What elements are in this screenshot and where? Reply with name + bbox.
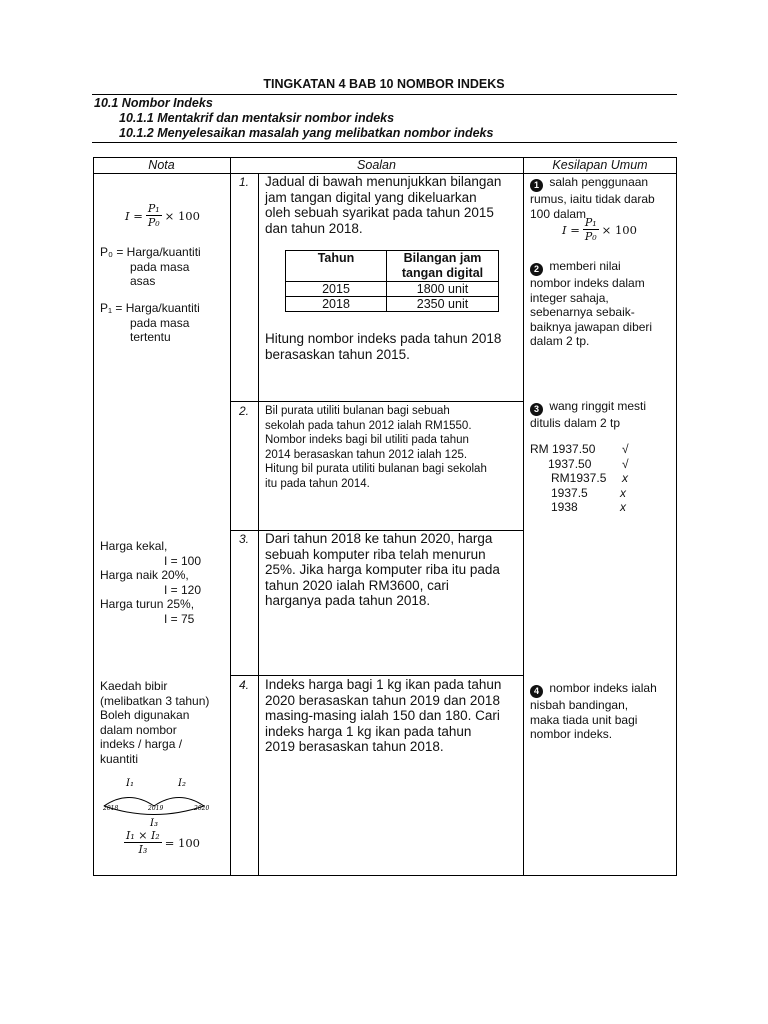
error-line: nombor indeks dalam: [530, 276, 645, 290]
harga-line: I = 100: [164, 553, 202, 568]
section-heading: 10.1 Nombor Indeks: [94, 96, 213, 110]
question-line: 2014 berasaskan tahun 2012 ialah 125.: [265, 448, 468, 461]
subsection-heading: 10.1.1 Mentakrif dan mentaksir nombor indeks: [119, 111, 395, 125]
error-line: memberi nilai: [549, 259, 621, 273]
harga-line: I = 120: [164, 582, 202, 597]
ringgit-example: 1938: [551, 500, 578, 514]
question-line: Hitung bil purata utiliti bulanan bagi sekolah: [265, 463, 487, 475]
question-line: jam tangan digital yang dikeluarkan: [265, 189, 477, 205]
harga-line: I = 75: [164, 611, 195, 626]
error-line: integer sahaja,: [530, 290, 609, 305]
cross-icon: x: [620, 485, 626, 500]
formula-tail: × 100: [601, 222, 637, 237]
question-line: Dari tahun 2018 ke tahun 2020, harga: [265, 531, 493, 546]
price-index-notes: [100, 539, 201, 626]
question-1-text: [265, 174, 501, 236]
question-line: Hitung nombor indeks pada tahun 2018: [265, 331, 502, 346]
table-cell: 2018: [286, 297, 387, 312]
diagram-year-1: 2018: [103, 805, 119, 812]
diagram-label-i3: I₃: [150, 818, 158, 827]
question-line: sekolah pada tahun 2012 ialah RM1550.: [265, 419, 472, 432]
error-line: nombor indeks.: [530, 727, 613, 741]
error-line: 100 dalam: [530, 206, 587, 221]
page-title: TINGKATAN 4 BAB 10 NOMBOR INDEKS: [263, 77, 505, 91]
question-number: 1.: [238, 175, 249, 189]
question-line: dan tahun 2018.: [265, 220, 363, 236]
number-badge: 1: [530, 179, 543, 192]
p0-definition: [100, 245, 201, 289]
p1-line: pada masa: [130, 315, 190, 330]
error-line: nombor indeks ialah: [549, 681, 657, 695]
p1-line: tertentu: [130, 330, 171, 344]
harga-line: Harga kekal,: [100, 539, 168, 553]
diagram-year-3: 2020: [194, 805, 210, 812]
ringgit-examples: [530, 442, 660, 522]
kaedah-line: (melibatkan 3 tahun): [100, 693, 210, 708]
harga-line: Harga naik 20%,: [100, 568, 189, 582]
lip-denominator: I₃: [138, 843, 148, 856]
check-icon: √: [622, 456, 629, 471]
index-formula: [125, 202, 200, 229]
question-line: Bil purata utiliti bulanan bagi sebuah: [265, 405, 450, 417]
question-number: 3.: [238, 532, 249, 546]
table-header: Bilangan jam tangan digital: [387, 251, 499, 282]
error-1-formula: [562, 216, 637, 243]
error-line: wang ringgit mesti: [549, 399, 647, 413]
p1-definition: [100, 301, 200, 345]
table-cell: 2350 unit: [387, 297, 499, 312]
cross-icon: x: [620, 500, 626, 514]
title-rule: [92, 94, 677, 95]
question-line: oleh sebuah syarikat pada tahun 2015: [265, 205, 494, 220]
lip-method-notes: [100, 679, 209, 766]
harga-line: Harga turun 25%,: [100, 597, 195, 611]
check-icon: √: [622, 442, 629, 456]
ringgit-example: 1937.5: [551, 485, 588, 500]
formula-denominator: P₀: [584, 230, 597, 243]
ringgit-example: RM1937.5: [551, 471, 607, 485]
common-error-1: [530, 175, 655, 221]
section-rule: [92, 142, 677, 143]
common-error-2: [530, 259, 652, 349]
formula-numerator: P₁: [584, 216, 597, 229]
kaedah-line: indeks / harga /: [100, 737, 183, 751]
formula-fraction: [583, 216, 599, 243]
diagram-year-2: 2019: [148, 805, 164, 812]
formula-numerator: P₁: [147, 202, 160, 215]
watch-data-table: [285, 250, 499, 312]
question-line: masing-masing ialah 150 dan 180. Cari: [265, 708, 500, 723]
kaedah-line: dalam nombor: [100, 722, 177, 737]
table-header-row: [286, 251, 499, 282]
question-line: Nombor indeks bagi bil utiliti pada tahun: [265, 434, 469, 446]
common-error-4: [530, 681, 657, 742]
lip-numerator: I₁ × I₂: [126, 829, 160, 842]
question-2-text: [265, 404, 487, 491]
question-line: 25%. Jika harga komputer riba itu pada: [265, 562, 500, 577]
question-line: Jadual di bawah menunjukkan bilangan: [265, 174, 502, 189]
error-line: rumus, iaitu tidak darab: [530, 192, 655, 206]
error-line: baiknya jawapan diberi: [530, 319, 653, 334]
question-3-text: [265, 531, 500, 609]
row-divider: [230, 401, 523, 402]
table-cell: 1800 unit: [387, 282, 499, 297]
question-line: itu pada tahun 2014.: [265, 477, 370, 490]
header-kesilapan: Kesilapan Umum: [552, 158, 648, 172]
p1-line: P₁ = Harga/kuantiti: [100, 301, 200, 315]
error-line: ditulis dalam 2 tp: [530, 416, 621, 430]
column-divider: [523, 157, 524, 876]
table-row: [286, 297, 499, 312]
question-line: 2020 berasaskan tahun 2019 dan 2018: [265, 692, 500, 708]
question-4-text: [265, 677, 501, 755]
question-line: 2019 berasaskan tahun 2018.: [265, 739, 444, 754]
question-line: sebuah komputer riba telah menurun: [265, 546, 486, 562]
error-line: maka tiada unit bagi: [530, 712, 638, 727]
error-line: salah penggunaan: [549, 175, 649, 189]
question-line: indeks harga 1 kg ikan pada tahun: [265, 723, 472, 739]
error-line: nisbah bandingan,: [530, 698, 629, 712]
formula-lhs: I =: [562, 222, 580, 237]
ringgit-example: RM 1937.50: [530, 442, 596, 456]
number-divider: [258, 173, 259, 876]
lip-formula: [124, 829, 200, 856]
question-line: tahun 2020 ialah RM3600, cari: [265, 577, 449, 593]
subsection-heading: 10.1.2 Menyelesaikan masalah yang melibatkan nombor indeks: [119, 126, 494, 140]
lip-tail: = 100: [164, 835, 200, 850]
question-line: Indeks harga bagi 1 kg ikan pada tahun: [265, 677, 502, 692]
row-divider: [230, 675, 523, 676]
p0-line: pada masa: [130, 259, 190, 274]
header-soalan: Soalan: [357, 158, 396, 172]
column-divider: [230, 157, 231, 876]
number-badge: 2: [530, 263, 543, 276]
kaedah-line: Kaedah bibir: [100, 679, 168, 693]
error-line: sebenarnya sebaik-: [530, 305, 635, 319]
question-line: harganya pada tahun 2018.: [265, 593, 431, 608]
question-number: 2.: [238, 404, 249, 418]
question-line: berasaskan tahun 2015.: [265, 346, 410, 362]
common-error-3: [530, 399, 646, 431]
lip-method-diagram: [100, 775, 212, 827]
p0-line: P₀ = Harga/kuantiti: [100, 245, 201, 259]
ringgit-example: 1937.50: [548, 456, 592, 471]
formula-fraction: [146, 202, 162, 229]
table-header: Tahun: [286, 251, 387, 282]
question-number: 4.: [238, 678, 249, 692]
p0-line: asas: [130, 274, 156, 288]
diagram-label-i1: I₁: [126, 778, 134, 789]
lip-fraction: [124, 829, 162, 856]
kaedah-line: kuantiti: [100, 751, 139, 766]
formula-tail: × 100: [164, 208, 200, 223]
diagram-label-i2: I₂: [178, 778, 186, 789]
formula-lhs: I =: [125, 208, 143, 223]
cross-icon: x: [622, 471, 628, 485]
formula-denominator: P₀: [147, 216, 160, 229]
header-nota: Nota: [148, 158, 175, 172]
number-badge: 4: [530, 685, 543, 698]
table-cell: 2015: [286, 282, 387, 297]
question-1-instruction: [265, 331, 501, 362]
table-row: [286, 282, 499, 297]
number-badge: 3: [530, 403, 543, 416]
error-line: dalam 2 tp.: [530, 334, 590, 348]
kaedah-line: Boleh digunakan: [100, 708, 190, 722]
